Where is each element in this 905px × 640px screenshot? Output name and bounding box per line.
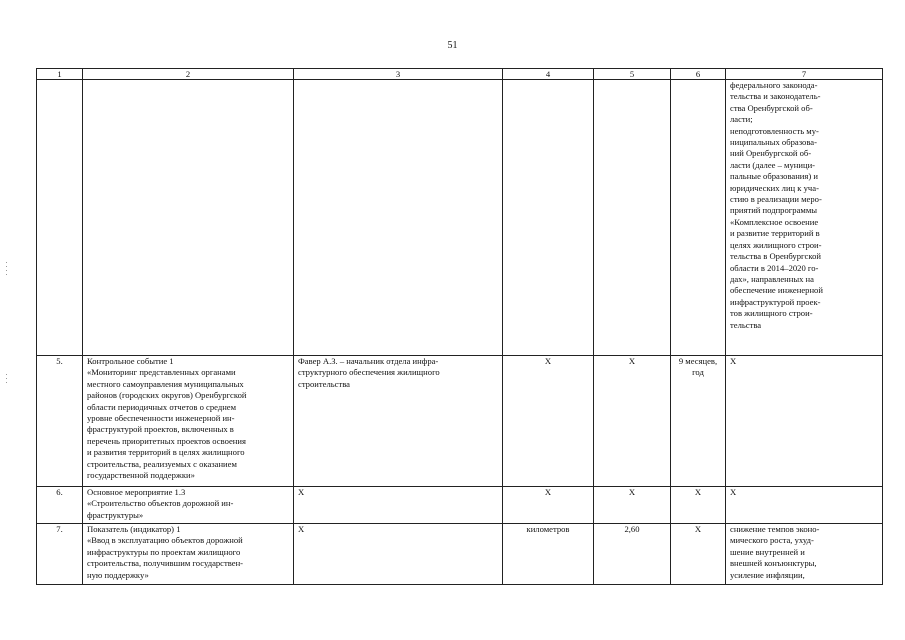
cell-line: приятий подпрограммы [730,205,818,216]
cell-line: тов жилищного строи- [730,308,813,319]
cell-line: и развитие территорий в [730,228,820,239]
table-row [37,487,883,524]
period-cell: X [671,524,726,585]
table-header-row [37,69,883,80]
unit-cell [503,80,594,356]
cell-line: пальные образования) и [730,171,818,182]
header-cell: 2 [83,69,294,80]
cell-line: уровне обеспеченности инженерной ин- [87,413,235,424]
value-cell: X [594,356,671,487]
header-cell: 7 [726,69,883,80]
row-number-cell: 5. [37,356,83,487]
page-number: 51 [447,40,458,51]
cell-line: тельства в Оренбургской [730,251,821,262]
cell-line: усиление инфляции, [730,569,805,580]
cell-line: стию в реализации меро- [730,194,822,205]
cell-line: целях жилищного строи- [730,239,822,250]
value-cell: X [594,487,671,524]
cell-line: Контрольное событие 1 [87,356,174,366]
cell-line: структурного обеспечения жилищного [298,367,440,378]
cell-line: внешней конъюнктуры, [730,558,817,569]
unit-cell: X [503,356,594,487]
cell-line: X [298,524,305,534]
description-cell [83,80,294,356]
description-cell [83,524,294,585]
cell-line: инфраструктуры по проектам жилищного [87,546,241,557]
risk-cell [726,487,883,524]
table-row [37,356,883,487]
risk-cell [726,356,883,487]
cell-line: дах», направленных на [730,273,814,284]
cell-line: мического роста, ухуд- [730,535,814,546]
table-row [37,524,883,585]
cell-line: «Комплексное освоение [730,216,819,227]
cell-line: федерального законода- [730,80,818,90]
cell-line: X [298,487,305,497]
cell-line: ласти (далее – муници- [730,159,816,170]
table-row [37,80,883,356]
cell-line: местного самоуправления муниципальных [87,378,244,389]
cell-line: области периодичных отчетов о среднем [87,401,237,412]
cell-line: ласти; [730,114,753,125]
cell-line: ную поддержку» [87,569,149,580]
row-number-cell [37,80,83,356]
description-cell [83,356,294,487]
value-cell [594,80,671,356]
cell-line: X [730,487,737,497]
responsible-cell [294,524,503,585]
cell-line: шение внутренней и [730,546,805,557]
unit-cell: X [503,487,594,524]
cell-line: строительства [298,378,350,389]
cell-line: и развития территорий в целях жилищного [87,447,245,458]
scan-edge-mark [6,374,7,386]
description-cell [83,487,294,524]
row-number-cell: 7. [37,524,83,585]
cell-line: тельства и законодатель- [730,91,821,102]
cell-line: ниципальных образова- [730,137,817,148]
cell-line: ний Оренбургской об- [730,148,812,159]
responsible-cell [294,80,503,356]
cell-line: юридических лиц к уча- [730,182,819,193]
cell-line: «Строительство объектов дорожной ин- [87,498,234,509]
row-number-cell: 6. [37,487,83,524]
header-cell: 1 [37,69,83,80]
document-table [36,68,883,585]
cell-line: Фавер А.З. – начальник отдела инфра- [298,356,439,366]
header-cell: 5 [594,69,671,80]
cell-line: районов (городских округов) Оренбургской [87,390,247,401]
cell-line: ства Оренбургской об- [730,102,813,113]
header-cell: 4 [503,69,594,80]
cell-line: тельства [730,319,762,330]
cell-line: государственной поддержки» [87,470,195,481]
cell-line: Показатель (индикатор) 1 [87,524,181,534]
cell-line: фраструктуры» [87,509,144,520]
cell-line: неподготовленность му- [730,125,819,136]
cell-line: инфраструктурой проек- [730,296,821,307]
period-cell [671,80,726,356]
cell-line: перечень приоритетных проектов освоения [87,435,246,446]
cell-line: Основное мероприятие 1.3 [87,487,186,497]
cell-line: снижение темпов эконо- [730,524,820,534]
cell-line: области в 2014–2020 го- [730,262,819,273]
risk-cell [726,80,883,356]
cell-line: «Ввод в эксплуатацию объектов дорожной [87,535,243,546]
header-cell: 6 [671,69,726,80]
cell-line: обеспечение инженерной [730,285,823,296]
responsible-cell [294,356,503,487]
scan-edge-mark [6,262,7,276]
cell-line: «Мониторинг представленных органами [87,367,236,378]
cell-line: строительства, реализуемых с оказанием [87,458,237,469]
value-cell: 2,60 [594,524,671,585]
cell-line: X [730,356,737,366]
cell-line: фраструктурой проектов, включенных в [87,424,234,435]
period-cell: 9 месяцев, год [671,356,726,487]
risk-cell [726,524,883,585]
responsible-cell [294,487,503,524]
period-cell: X [671,487,726,524]
header-cell: 3 [294,69,503,80]
unit-cell: километров [503,524,594,585]
cell-line: строительства, получившим государствен- [87,558,244,569]
